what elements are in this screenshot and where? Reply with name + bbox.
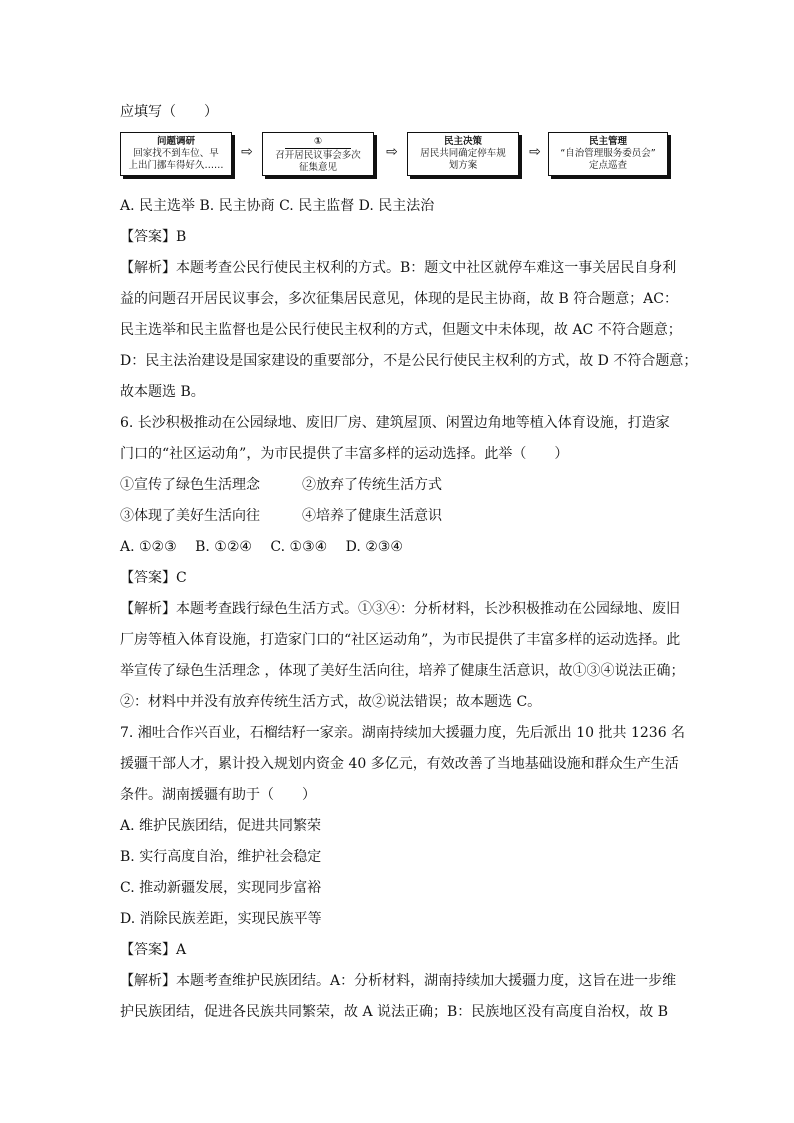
q6-analysis-line: ②：材料中并没有放弃传统生活方式，故②说法错误；故本题选 C。 (120, 694, 542, 710)
q6-item-line: ①宣传了绿色生活理念 ②放弃了传统生活方式 (120, 477, 442, 493)
flow-box-text: 定点巡查 (588, 160, 627, 171)
right-arrow-icon: ⇨ (386, 144, 398, 160)
q7-answer: 【答案】A (120, 942, 187, 958)
flow-box-text: 回家找不到车位、早 (133, 148, 219, 159)
q6-answer: 【答案】C (120, 570, 187, 586)
q7-option: D. 消除民族差距，实现民族平等 (120, 911, 322, 927)
flow-box-text: “自治管理服务委员会” (560, 148, 656, 159)
q5-analysis-line: 益的问题召开居民议事会，多次征集居民意见，体现的是民主协商，故 B 符合题意；AC： (120, 291, 679, 307)
q6-stem-line: 6. 长沙积极推动在公园绿地、废旧厂房、建筑屋顶、闲置边角地等植入体育设施，打造家 (120, 415, 670, 431)
flow-box-management (548, 132, 668, 176)
q7-stem-line: 条件。湖南援疆有助于（ ） (120, 787, 316, 803)
q7-option: C. 推动新疆发展，实现同步富裕 (120, 880, 322, 896)
flow-box-text: 居民共同确定停车规 (420, 148, 506, 159)
q7-analysis-line: 【解析】本题考查维护民族团结。A：分析材料，湖南持续加大援疆力度，这旨在进一步维 (120, 973, 677, 989)
flow-box-text: 征集意见 (298, 162, 337, 173)
q5-analysis-line: 民主选举和民主监督也是公民行使民主权利的方式，但题文中未体现，故 AC 不符合题意； (120, 322, 682, 338)
q5-analysis-line: 【解析】本题考查公民行使民主权利的方式。B：题文中社区就停车难这一事关居民自身利 (120, 260, 677, 276)
flow-box-blank-marker: ① (285, 136, 351, 149)
q5-answer: 【答案】B (120, 229, 187, 245)
q6-stem-line: 门口的“社区运动角”，为市民提供了丰富多样的运动选择。此举（ ） (120, 446, 569, 462)
q5-analysis-line: 故本题选 B。 (120, 384, 205, 400)
q5-options: A. 民主选举 B. 民主协商 C. 民主监督 D. 民主法治 (120, 198, 435, 214)
right-arrow-icon: ⇨ (241, 144, 253, 160)
q6-analysis-line: 举宣传了绿色生活理念 ，体现了美好生活向往，培养了健康生活意识，故①③④说法正确； (120, 663, 685, 679)
q7-stem-line: 7. 湘吐合作兴百业，石榴结籽一家亲。湖南持续加大援疆力度，先后派出 10 批共 1236 名 (120, 725, 686, 741)
flow-box-title: 民主决策 (443, 136, 482, 147)
q6-analysis-line: 【解析】本题考查践行绿色生活方式。①③④：分析材料，长沙积极推动在公园绿地、废旧 (120, 601, 680, 617)
q6-item-line: ③体现了美好生活向往 ④培养了健康生活意识 (120, 508, 442, 524)
q6-analysis-line: 厂房等植入体育设施，打造家门口的“社区运动角”，为市民提供了丰富多样的运动选择。此 (120, 632, 681, 648)
flow-box-title: 问题调研 (156, 136, 195, 147)
flow-box-blank (262, 132, 374, 176)
q7-analysis-line: 护民族团结，促进各民族共同繁荣，故 A 说法正确；B：民族地区没有高度自治权，故 B (120, 1004, 669, 1020)
flow-box-text: 上出门挪车得好久…… (128, 160, 224, 171)
q5-flowchart (120, 132, 680, 186)
q6-options: A. ①②③ B. ①②④ C. ①③④ D. ②③④ (120, 539, 403, 555)
flow-box-text: 划方案 (448, 160, 478, 171)
q7-option: B. 实行高度自治，维护社会稳定 (120, 849, 322, 865)
q5-stem-end: 应填写（ ） (120, 104, 218, 120)
q7-option: A. 维护民族团结，促进共同繁荣 (120, 818, 322, 834)
flow-box-survey (120, 132, 232, 176)
q7-stem-line: 援疆干部人才，累计投入规划内资金 40 多亿元，有效改善了当地基础设施和群众生产生活 (120, 756, 679, 772)
right-arrow-icon: ⇨ (529, 144, 541, 160)
q5-analysis-line: D：民主法治建设是国家建设的重要部分，不是公民行使民主权利的方式，故 D 不符合题意； (120, 353, 698, 369)
flow-box-title: 民主管理 (588, 136, 627, 147)
flow-box-text: 召开居民议事会多次 (275, 150, 361, 161)
flow-box-decision (407, 132, 519, 176)
